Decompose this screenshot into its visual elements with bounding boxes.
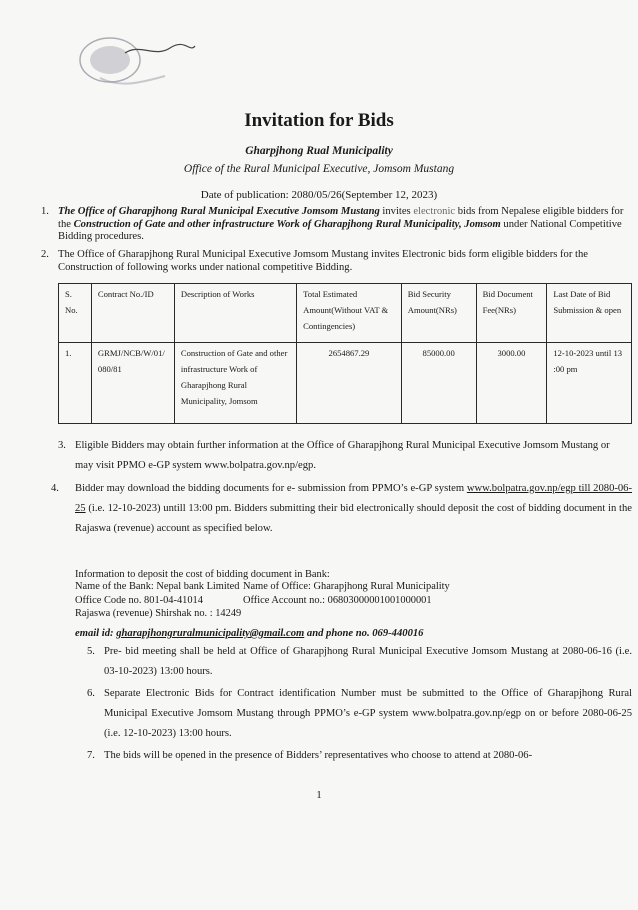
item-6: [87, 684, 632, 744]
item-4: [51, 479, 633, 539]
item-5: [87, 642, 632, 682]
municipality-name: Gharpjhong Rual Municipality: [245, 145, 393, 157]
cell-bid-security: 85000.00: [401, 343, 476, 424]
item-2-text: The Office of Gharapjhong Rural Municipal Executive Jomsom Mustang invites Electronic bids form eligible bidders for the Construction of following works under national competitive Bidding.: [58, 249, 588, 273]
header-bid-security: Bid Security Amount(NRs): [401, 284, 476, 343]
header-description: Description of Works: [174, 284, 296, 343]
cell-description: Construction of Gate and other infrastructure Work of Gharapjhong Rural Municipality, Jomsom: [174, 343, 296, 424]
contact-line: [75, 628, 423, 639]
item-3: [58, 436, 615, 476]
item-4-number: 4.: [51, 483, 59, 494]
item-5-number: 5.: [87, 646, 95, 657]
item-1-office: The Office of Gharapjhong Rural Municipal Executive Jomsom Mustang: [58, 206, 380, 217]
email-label: email id:: [75, 628, 117, 639]
cell-sno: 1.: [59, 343, 92, 424]
rajaswa-info: Rajaswa (revenue) Shirshak no. : 14249: [75, 608, 242, 619]
bank-name: Name of the Bank: Nepal bank Limited: [75, 581, 240, 592]
table-row: [59, 343, 632, 424]
item-7: [87, 746, 632, 766]
table-header-row: [59, 284, 632, 343]
office-name: Office of the Rural Municipal Executive, Jomsom Mustang: [183, 163, 455, 175]
office-code: Office Code no. 801-04-41014: [75, 595, 203, 606]
header-contract-id: Contract No./ID: [91, 284, 174, 343]
item-2-number: 2.: [41, 249, 49, 260]
item-4-text-a: Bidder may download the bidding documents for e- submission from PPMO’s e-GP system: [75, 483, 467, 494]
page-number: 1: [316, 789, 322, 801]
item-7-number: 7.: [87, 750, 95, 761]
item-1-text-a: invites: [379, 206, 414, 217]
item-2: [41, 249, 632, 274]
header-last-date: Last Date of Bid Submission & open: [547, 284, 632, 343]
item-1-electronic: electronic: [413, 206, 456, 217]
item-6-text: Separate Electronic Bids for Contract identification Number must be submitted to the Office of Gharapjhong Rural Municipal Executive Jomsom Mustang through PPMO’s e-GP system www.bolpatra.gov.np/egp on or before 2080-06-25 (i.e. 12-10-2023) 13:00 hours.: [104, 688, 632, 739]
email-link[interactable]: gharapjhongruralmunicipality@gmail.com: [116, 628, 305, 639]
cell-estimated-amount: 2654867.29: [297, 343, 402, 424]
phone-text: and phone no. 069-440016: [304, 628, 424, 639]
office-account: Office Account no.: 06803000001001000001: [243, 595, 432, 606]
item-1: [41, 206, 632, 244]
bank-info-row-2: [75, 594, 635, 607]
header-estimated-amount: Total Estimated Amount(Without VAT & Contingencies): [297, 284, 402, 343]
office-stamp-seal: [70, 28, 200, 98]
cell-contract-id: GRMJ/NCB/W/01/ 080/81: [91, 343, 174, 424]
office-name-bank: Name of Office: Gharapjhong Rural Municipality: [243, 581, 450, 592]
bank-info-intro: Information to deposit the cost of bidding document in Bank:: [75, 569, 330, 580]
header-sno: S. No.: [59, 284, 92, 343]
publication-date: Date of publication: 2080/05/26(September 12, 2023): [200, 189, 438, 201]
document-title: Invitation for Bids: [244, 110, 394, 131]
cell-document-fee: 3000.00: [476, 343, 547, 424]
item-3-text: Eligible Bidders may obtain further information at the Office of Gharapjhong Rural Municipal Executive Jomsom Mustang or may visit PPMO e-GP system www.bolpatra.gov.np/egp.: [75, 440, 610, 471]
header-document-fee: Bid Document Fee(NRs): [476, 284, 547, 343]
item-5-text: Pre- bid meeting shall be held at Office of Gharapjhong Rural Municipal Executive Jomsom Mustang at 2080-06-16 (i.e. 03-10-2023) 13:00 hours.: [104, 646, 632, 677]
item-3-number: 3.: [58, 440, 66, 451]
item-1-text-b: bids from Nepalese eligible bidders for the: [58, 206, 624, 230]
bank-info-row-1: [75, 580, 635, 593]
item-7-text: The bids will be opened in the presence of Bidders’ representatives who choose to attend at 2080-06-: [104, 750, 533, 761]
item-4-text-b: (i.e. 12-10-2023) untill 13:00 pm. Bidders submitting their bid electronically should deposit the cost of bidding document in the Rajaswa (revenue) account as specified below.: [75, 503, 632, 534]
cell-last-date: 12-10-2023 until 13 :00 pm: [547, 343, 632, 424]
item-1-text-c: under National Competitive Bidding procedures.: [58, 218, 622, 242]
egp-download-link[interactable]: www.bolpatra.gov.np/egp till 2080-06-25: [75, 483, 633, 514]
item-1-number: 1.: [41, 206, 49, 217]
item-1-works: Construction of Gate and other infrastructure Work of Gharapjhong Rural Municipality, Jomsom: [73, 218, 501, 230]
bids-table: [58, 283, 632, 424]
item-6-number: 6.: [87, 688, 95, 699]
